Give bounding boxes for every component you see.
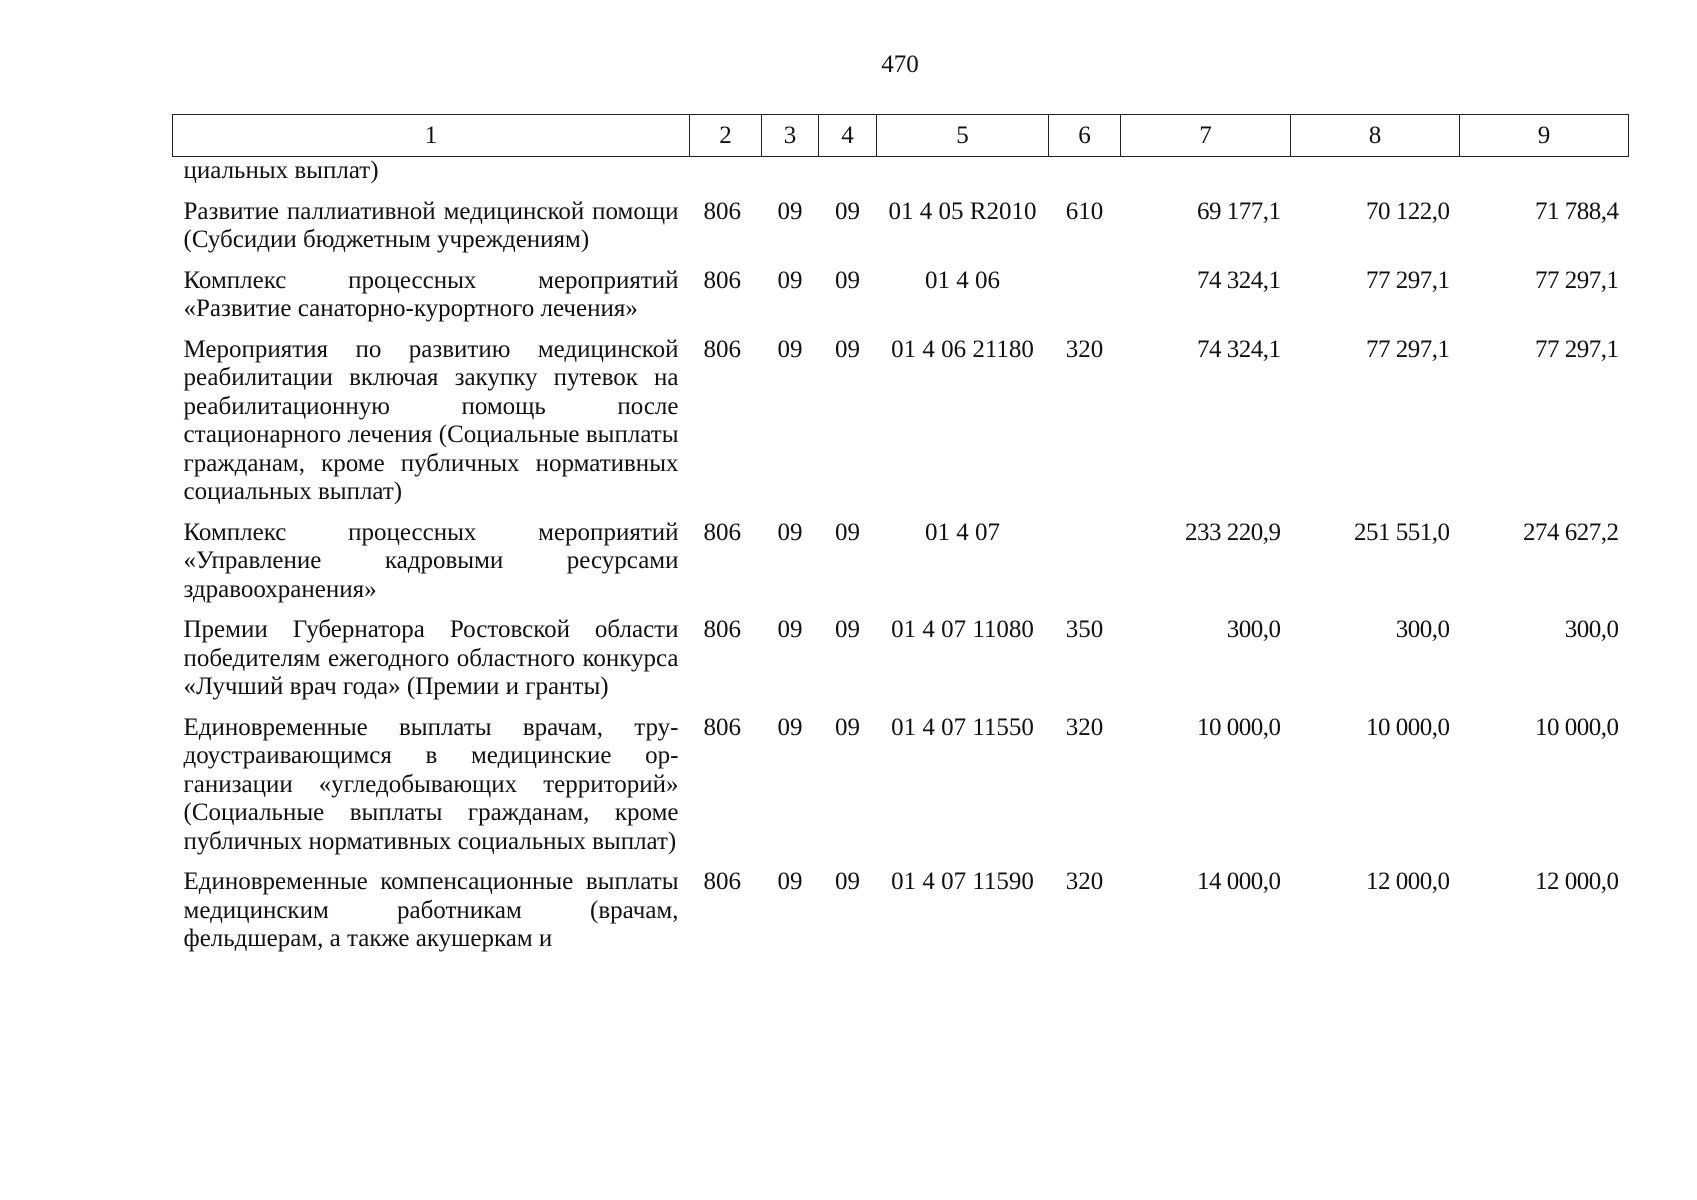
- row-ministry-code: [690, 157, 762, 186]
- row-amount-col7: 233 220,9: [1185, 518, 1281, 546]
- table-row: [173, 324, 1629, 507]
- row-name: Единовременные компенсационные выплаты медицинским работникам (врачам, фельдшерам, а также акушеркам и: [183, 868, 679, 952]
- row-ministry-code: 806: [703, 616, 741, 643]
- column-header-4: 4: [819, 115, 877, 157]
- row-name: циальных выплат): [183, 157, 379, 184]
- row-name: Комплекс процессных мероприятий «Развитие санаторно-курортного лечения»: [183, 266, 679, 322]
- row-expense-type: [1049, 255, 1121, 324]
- row-section-code: 09: [777, 868, 803, 895]
- row-amount-col7: 69 177,1: [1197, 197, 1281, 225]
- row-amount-col8: 300,0: [1395, 616, 1450, 643]
- column-header-5: 5: [877, 115, 1049, 157]
- row-amount-col8: 70 122,0: [1366, 197, 1450, 225]
- row-target-article: 01 4 06 21180: [891, 335, 1034, 363]
- row-expense-type: 320: [1065, 335, 1104, 363]
- row-name: Развитие паллиативной медицинской помощи (Субсидии бюджетным учреждениям): [183, 197, 679, 253]
- row-ministry-code: 806: [703, 518, 741, 546]
- row-amount-col9: 10 000,0: [1535, 713, 1619, 741]
- row-target-article: 01 4 05 R2010: [888, 197, 1037, 225]
- column-header-7: 7: [1121, 115, 1291, 157]
- row-subsection-code: 09: [835, 335, 860, 363]
- row-amount-col8: 77 297,1: [1366, 335, 1450, 363]
- row-amount-col8: 12 000,0: [1366, 868, 1450, 895]
- row-target-article: 01 4 07: [925, 518, 1000, 546]
- row-ministry-code: 806: [703, 266, 741, 294]
- row-target-article: 01 4 06: [925, 266, 1000, 294]
- row-ministry-code: 806: [703, 197, 741, 225]
- row-subsection-code: 09: [835, 197, 860, 225]
- row-name: Единовременные выплаты врачам, трудоустраивающимся в медицинские организации «угледобывающих территорий» (Социальные выплаты гражданам, кроме публичных нормативных социальных выплат): [183, 713, 679, 855]
- row-amount-col8: 251 551,0: [1354, 518, 1450, 546]
- table-row: [173, 507, 1629, 605]
- row-subsection-code: 09: [835, 616, 860, 643]
- row-amount-col8: 77 297,1: [1366, 266, 1450, 294]
- row-target-article: 01 4 07 11550: [891, 713, 1034, 741]
- row-expense-type: 320: [1065, 868, 1104, 895]
- table-row: [173, 856, 1629, 954]
- row-expense-type: [1049, 157, 1121, 186]
- column-header-6: 6: [1049, 115, 1121, 157]
- row-ministry-code: 806: [703, 868, 741, 895]
- budget-table: [172, 114, 1629, 954]
- row-amount-col9: 274 627,2: [1523, 518, 1619, 546]
- row-amount-col9: [1460, 157, 1629, 186]
- row-subsection-code: 09: [835, 868, 860, 895]
- row-section-code: 09: [777, 335, 803, 363]
- row-amount-col7: [1121, 157, 1291, 186]
- row-section-code: 09: [777, 713, 803, 741]
- row-amount-col9: 77 297,1: [1535, 335, 1619, 363]
- row-amount-col9: 77 297,1: [1535, 266, 1619, 294]
- row-subsection-code: [819, 157, 877, 186]
- row-amount-col7: 10 000,0: [1197, 713, 1281, 741]
- row-amount-col8: [1291, 157, 1460, 186]
- row-expense-type: [1049, 507, 1121, 605]
- page-number: 470: [881, 51, 919, 78]
- row-target-article: [877, 157, 1049, 186]
- row-expense-type: 610: [1065, 197, 1104, 225]
- row-ministry-code: 806: [703, 713, 741, 741]
- row-name: Мероприятия по развитию медицинской реабилитации включая закупку путевок на реабилитационную помощь после стационарного лечения (Социальные выплаты гражданам, кроме публичных нормативных социальных выплат): [183, 335, 679, 505]
- row-amount-col7: 74 324,1: [1197, 266, 1281, 294]
- row-amount-col9: 12 000,0: [1535, 868, 1619, 895]
- table-header-row: [173, 115, 1629, 157]
- row-subsection-code: 09: [835, 713, 860, 741]
- row-ministry-code: 806: [703, 335, 741, 363]
- row-subsection-code: 09: [835, 266, 860, 294]
- row-section-code: 09: [777, 266, 803, 294]
- table-row: [173, 186, 1629, 255]
- column-header-3: 3: [762, 115, 819, 157]
- column-header-9: 9: [1460, 115, 1629, 157]
- row-section-code: 09: [777, 616, 803, 643]
- row-expense-type: 350: [1065, 616, 1104, 643]
- row-name: Комплекс процессных мероприятий «Управление кадровыми ресурсами здравоохранения»: [183, 518, 679, 603]
- column-header-2: 2: [690, 115, 762, 157]
- row-name: Премии Губернатора Ростовской области победителям ежегодного областного конкурса «Лучший врач года» (Премии и гранты): [183, 616, 679, 700]
- table-row: [173, 702, 1629, 857]
- row-target-article: 01 4 07 11590: [891, 868, 1034, 895]
- row-target-article: 01 4 07 11080: [891, 616, 1034, 643]
- row-amount-col7: 74 324,1: [1197, 335, 1281, 363]
- row-amount-col7: 14 000,0: [1197, 868, 1281, 895]
- row-section-code: 09: [777, 197, 803, 225]
- column-header-8: 8: [1291, 115, 1460, 157]
- table-row: [173, 157, 1629, 186]
- row-section-code: [762, 157, 819, 186]
- row-amount-col9: 71 788,4: [1535, 197, 1619, 225]
- row-section-code: 09: [777, 518, 803, 546]
- row-amount-col8: 10 000,0: [1366, 713, 1450, 741]
- row-amount-col7: 300,0: [1226, 616, 1281, 643]
- table-row: [173, 255, 1629, 324]
- row-subsection-code: 09: [835, 518, 860, 546]
- row-amount-col9: 300,0: [1564, 616, 1619, 643]
- row-expense-type: 320: [1065, 713, 1104, 741]
- column-header-1: 1: [173, 115, 690, 157]
- table-row: [173, 604, 1629, 702]
